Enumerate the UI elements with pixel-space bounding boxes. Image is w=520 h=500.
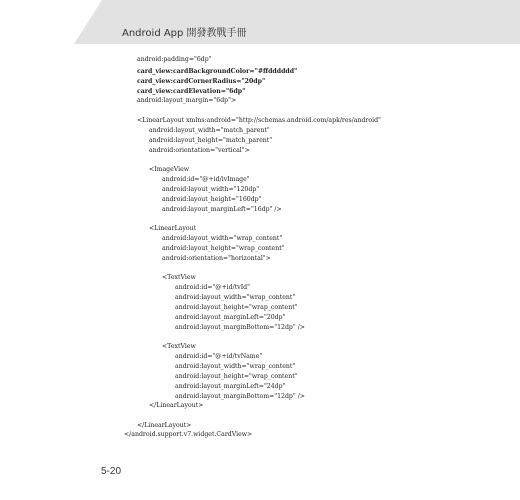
code-line: </android.support.v7.widget.CardView> [124, 431, 253, 438]
code-line: android:layout_width="wrap_content" [162, 235, 283, 242]
code-line: android:layout_height="160dp" [162, 196, 262, 203]
code-line: android:id="@+id/ivImage" [162, 176, 250, 183]
code-line: android:layout_height="wrap_content" [175, 373, 298, 380]
code-line: android:layout_width="wrap_content" [175, 363, 296, 370]
code-line: android:layout_width="match_parent" [149, 127, 270, 134]
code-line: android:layout_height="wrap_content" [175, 304, 298, 311]
page-number: 5-20 [101, 466, 122, 477]
book-title: Android App 開發教戰手冊 [122, 28, 247, 39]
code-line: android:id="@+id/tvId" [175, 284, 250, 291]
code-line: android:layout_width="wrap_content" [175, 294, 296, 301]
code-line: <TextView [162, 343, 196, 350]
code-line: android:layout_marginBottom="12dp" /> [175, 393, 305, 400]
code-line: android:id="@+id/tvName" [175, 353, 263, 360]
code-line: android:layout_marginBottom="12dp" /> [175, 324, 305, 331]
code-line: </LinearLayout> [137, 422, 192, 429]
code-line: <ImageView [149, 166, 190, 173]
code-line: android:layout_margin="6dp"> [137, 97, 237, 104]
code-line: android:layout_height="match_parent" [149, 137, 273, 144]
code-line: android:layout_marginLeft="24dp" [175, 383, 286, 390]
code-line: android:layout_height="wrap_content" [162, 245, 285, 252]
code-line: <TextView [162, 274, 196, 281]
code-line: <LinearLayout xmlns:android="http://schemas.android.com/apk/res/android" [137, 117, 381, 124]
code-line: <LinearLayout [149, 225, 197, 232]
code-line: android:orientation="horizontal"> [162, 255, 271, 262]
code-line: card_view:cardBackgroundColor="#ffdddddd" [137, 68, 298, 75]
header-corner-cut [74, 0, 102, 44]
code-line: android:layout_width="120dp" [162, 186, 260, 193]
code-line: card_view:cardCornerRadius="20dp" [137, 78, 266, 85]
code-line: android:orientation="vertical"> [149, 147, 250, 154]
code-line: android:layout_marginLeft="20dp" [175, 314, 286, 321]
code-line: android:padding="6dp" [137, 56, 212, 63]
code-line: card_view:cardElevation="6dp" [137, 88, 246, 95]
code-line: android:layout_marginLeft="16dp" /> [162, 206, 282, 213]
code-line: </LinearLayout> [149, 402, 204, 409]
